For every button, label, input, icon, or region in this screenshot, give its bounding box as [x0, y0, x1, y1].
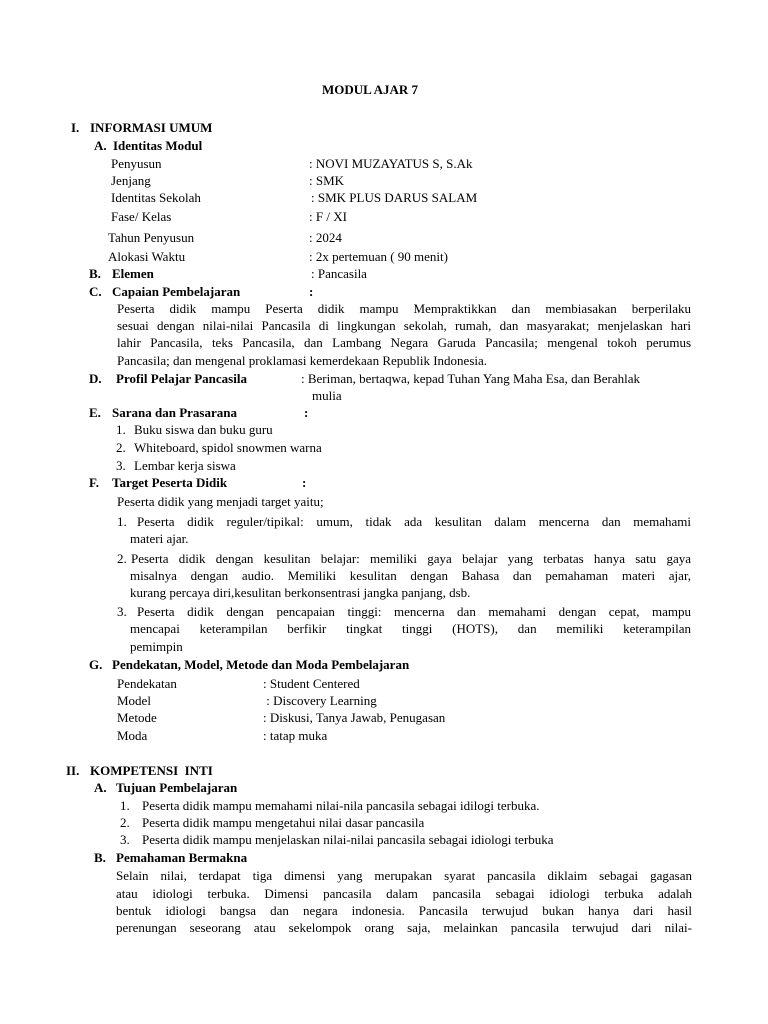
list-number: 3.: [116, 458, 126, 473]
subsection-letter: B.: [94, 850, 106, 865]
section-heading: INFORMASI UMUM: [90, 120, 213, 135]
list-item-line: misalnya dengan audio. Memiliki kesulitan dengan Bahasa dan pemahaman materi ajar,: [130, 568, 691, 583]
paragraph-line: Pancasila; dan mengenal proklamasi kemerdekaan Republik Indonesia.: [117, 353, 488, 368]
list-item-line: Peserta didik reguler/tipikal: umum, tidak ada kesulitan dalam mencerna dan memahami: [137, 514, 691, 529]
profil-value: : Beriman, bertaqwa, kepad Tuhan Yang Maha Esa, dan Berahlak: [301, 371, 641, 386]
paragraph-line: bentuk idiologi bangsa dan negara indonesia. Pancasila terwujud bukan hanya dari hasil: [116, 903, 692, 918]
subsection-letter: A.: [94, 138, 107, 153]
list-item-line: materi ajar.: [130, 531, 189, 546]
subsection-heading: Pemahaman Bermakna: [116, 850, 248, 865]
list-number: 2.: [116, 440, 126, 455]
list-item-line: pemimpin: [130, 639, 183, 654]
identity-label: Tahun Penyusun: [108, 230, 195, 245]
method-value: : Discovery Learning: [263, 693, 377, 708]
subsection-heading: Identitas Modul: [113, 138, 203, 153]
method-label: Pendekatan: [117, 676, 177, 691]
subsection-heading: Pendekatan, Model, Metode dan Moda Pembelajaran: [112, 657, 410, 672]
method-label: Moda: [117, 728, 148, 743]
section-heading: KOMPETENSI INTI: [90, 763, 213, 778]
subsection-letter: D.: [89, 371, 102, 386]
document-title: MODUL AJAR 7: [322, 82, 419, 97]
list-item: Peserta didik mampu memahami nilai-nila pancasila sebagai idilogi terbuka.: [142, 798, 540, 813]
method-label: Metode: [117, 710, 157, 725]
list-item: Peserta didik mampu menjelaskan nilai-nilai pancasila sebagai idiologi terbuka: [142, 832, 554, 847]
subsection-heading: Elemen: [112, 266, 154, 281]
paragraph-line: lahir Pancasila, teks Pancasila, dan Lambang Negara Garuda Pancasila; mengenal tokoh perumus: [117, 335, 691, 350]
heading-colon: :: [309, 284, 314, 299]
identity-value: : 2024: [309, 230, 342, 245]
identity-label: Alokasi Waktu: [108, 249, 186, 264]
subsection-heading: Profil Pelajar Pancasila: [116, 371, 247, 386]
list-item-line: Peserta didik dengan pencapaian tinggi: mencerna dan memahami dengan cepat, mampu: [137, 604, 691, 619]
identity-value: : SMK: [309, 173, 345, 188]
identity-label: Jenjang: [111, 173, 151, 188]
identity-value: : F / XI: [309, 209, 347, 224]
elemen-value: : Pancasila: [311, 266, 367, 281]
section-number: I.: [71, 120, 80, 135]
list-item: Buku siswa dan buku guru: [134, 422, 273, 437]
list-number: 3.: [120, 832, 130, 847]
list-item-line: Peserta didik dengan kesulitan belajar: memiliki gaya belajar yang terbatas hanya satu gaya: [131, 551, 691, 566]
method-value: : tatap muka: [263, 728, 328, 743]
list-number: 2.: [120, 815, 130, 830]
identity-value: : SMK PLUS DARUS SALAM: [311, 190, 478, 205]
section-number: II.: [66, 763, 80, 778]
subsection-letter: E.: [89, 405, 101, 420]
paragraph-line: Peserta didik mampu Peserta didik mampu Mempraktikkan dan membiasakan berperilaku: [117, 301, 691, 316]
subsection-letter: C.: [89, 284, 102, 299]
identity-value: : NOVI MUZAYATUS S, S.Ak: [309, 156, 473, 171]
subsection-letter: A.: [94, 780, 107, 795]
list-item: Whiteboard, spidol snowmen warna: [134, 440, 322, 455]
subsection-letter: G.: [89, 657, 103, 672]
profil-value-cont: mulia: [312, 388, 342, 403]
identity-label: Identitas Sekolah: [111, 190, 201, 205]
subsection-heading: Tujuan Pembelajaran: [116, 780, 238, 795]
paragraph-line: sesuai dengan nilai-nilai Pancasila di lingkungan sekolah, rumah, dan masyarakat; menjelaskan hari: [117, 318, 691, 333]
list-number: 1.: [120, 798, 130, 813]
target-intro: Peserta didik yang menjadi target yaitu;: [117, 494, 324, 509]
heading-colon: :: [304, 405, 309, 420]
list-item: Lembar kerja siswa: [134, 458, 236, 473]
identity-value: : 2x pertemuan ( 90 menit): [309, 249, 448, 264]
identity-label: Penyusun: [111, 156, 162, 171]
heading-colon: :: [302, 475, 307, 490]
identity-label: Fase/ Kelas: [111, 209, 172, 224]
method-value: : Diskusi, Tanya Jawab, Penugasan: [263, 710, 446, 725]
subsection-heading: Target Peserta Didik: [112, 475, 228, 490]
list-item-line: mencapai keterampilan berfikir tingkat tinggi (HOTS), dan memiliki keterampilan: [130, 621, 691, 636]
list-number: 1.: [116, 422, 126, 437]
list-number: 3.: [117, 604, 127, 619]
method-value: : Student Centered: [263, 676, 360, 691]
list-item-line: kurang percaya diri,kesulitan berkonsentrasi jangka panjang, dsb.: [130, 585, 471, 600]
paragraph-line: perenungan seseorang atau sekelompok orang saja, melainkan pancasila terwujud dari nilai-: [116, 920, 692, 935]
list-number: 2.: [117, 551, 127, 566]
subsection-letter: B.: [89, 266, 101, 281]
list-item: Peserta didik mampu mengetahui nilai dasar pancasila: [142, 815, 425, 830]
paragraph-line: Selain nilai, terdapat tiga dimensi yang merupakan syarat pancasila diklaim sebagai gagasan: [116, 868, 692, 883]
subsection-heading: Sarana dan Prasarana: [112, 405, 237, 420]
subsection-heading: Capaian Pembelajaran: [112, 284, 241, 299]
list-number: 1.: [117, 514, 127, 529]
paragraph-line: atau idiologi terbuka. Dimensi pancasila dalam pancasila sebagai idiologi terbuka adalah: [116, 886, 692, 901]
method-label: Model: [117, 693, 151, 708]
subsection-letter: F.: [89, 475, 99, 490]
